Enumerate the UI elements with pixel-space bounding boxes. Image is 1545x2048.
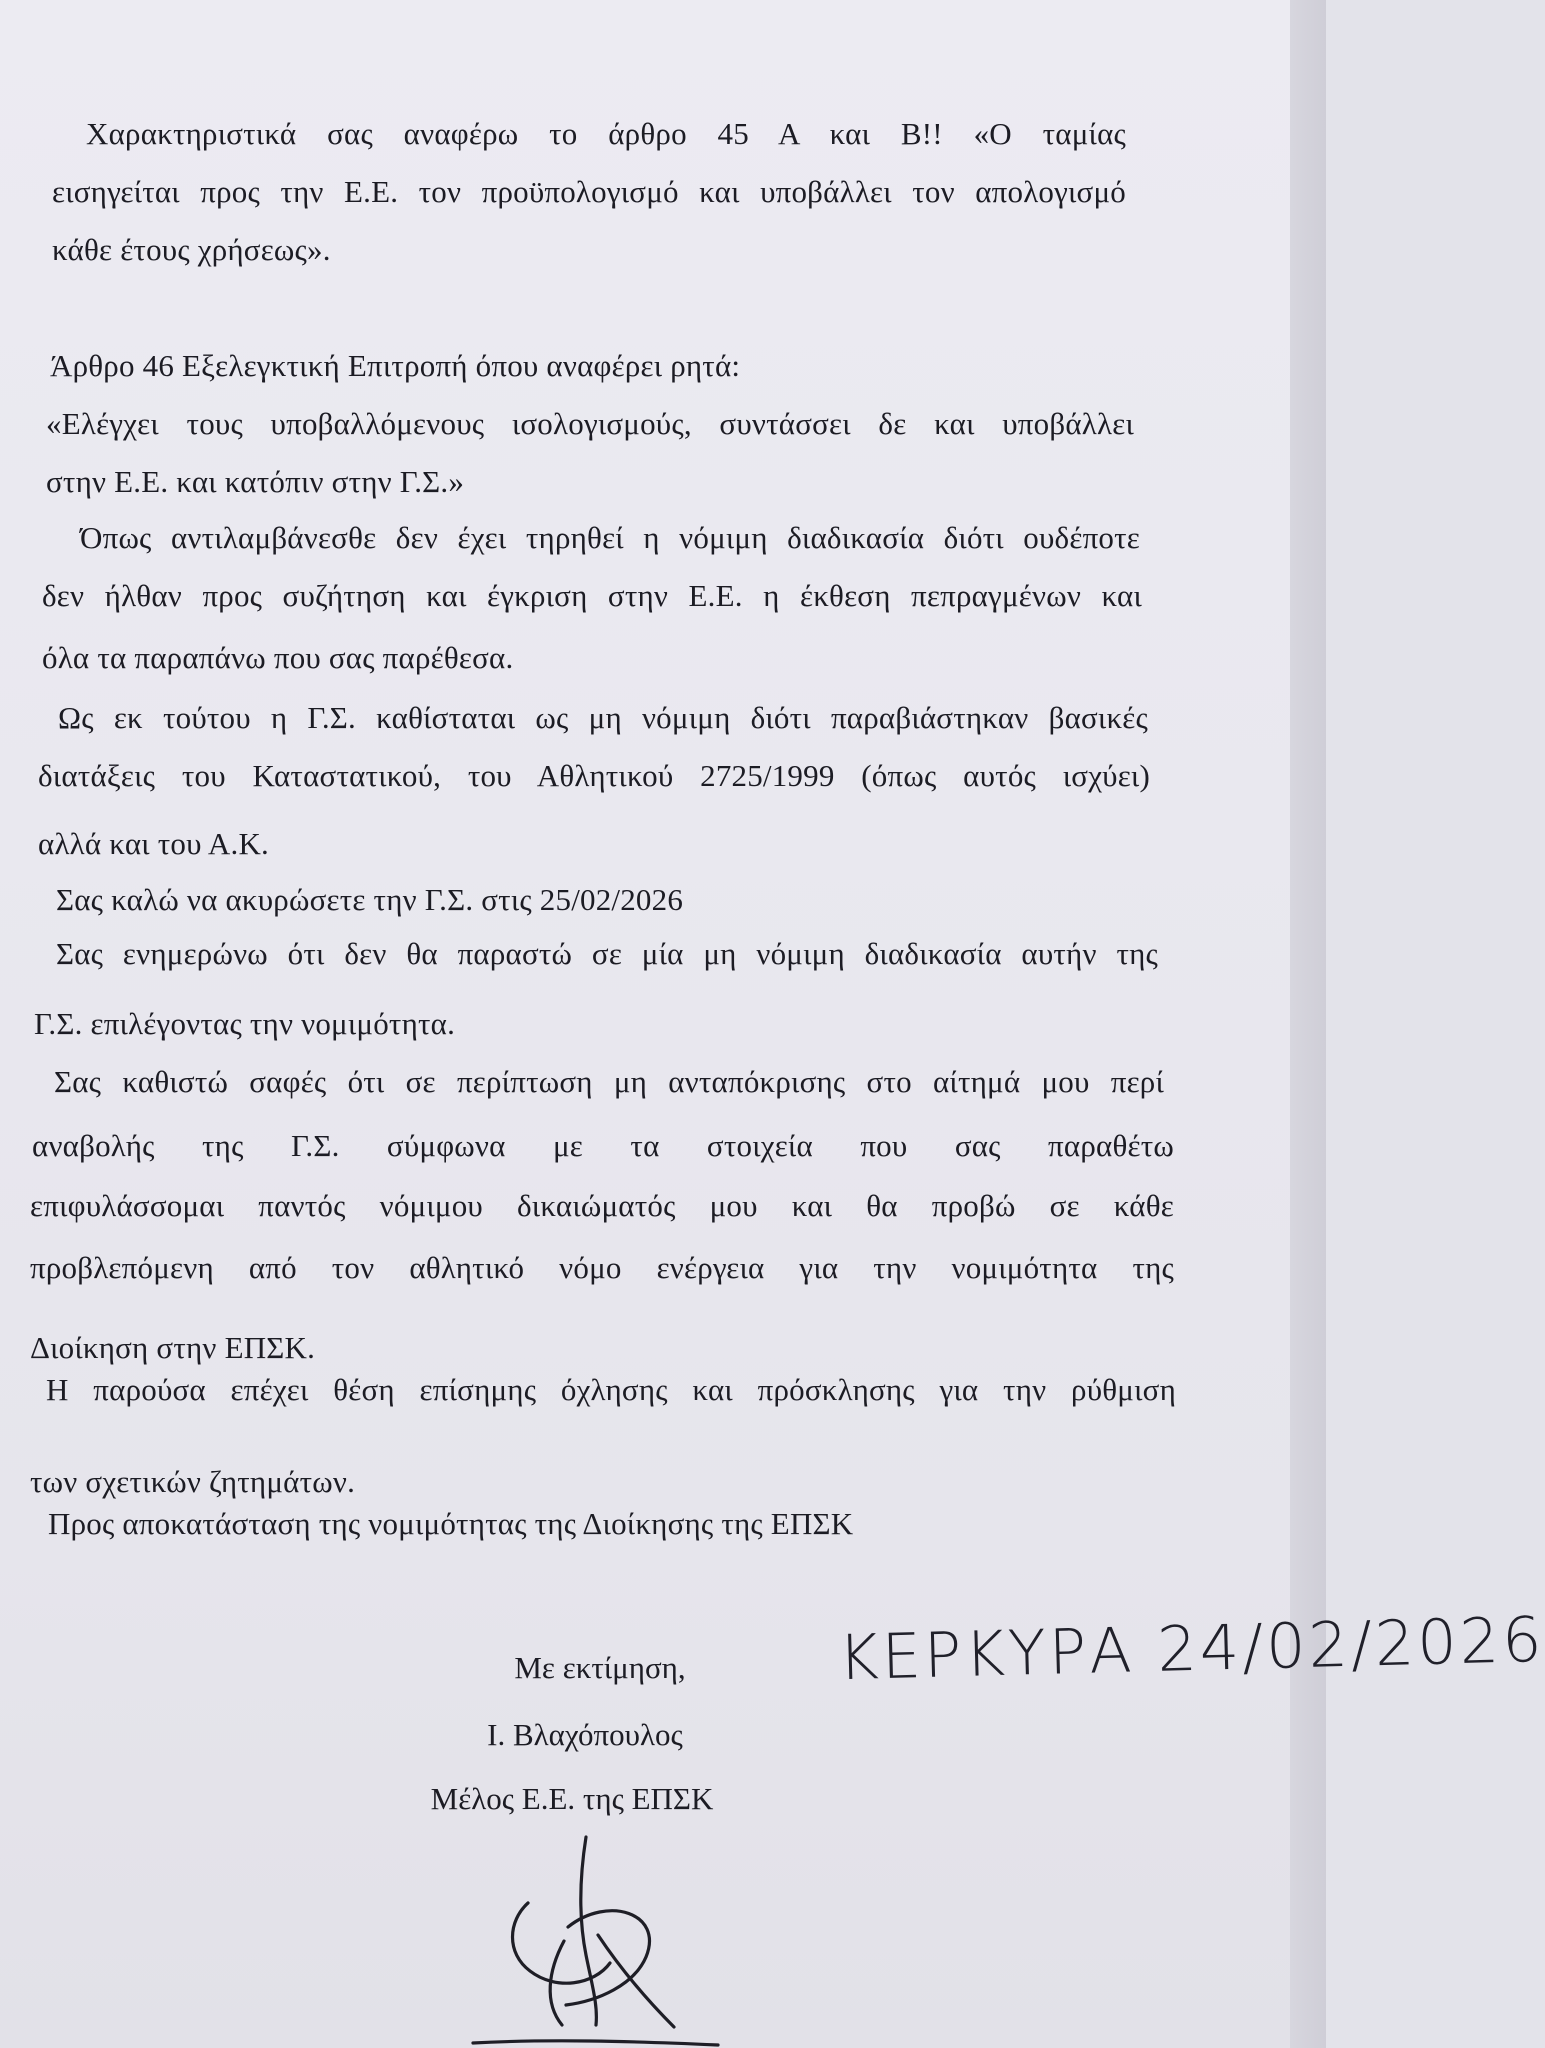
signature-mark	[468, 1835, 738, 2048]
letter-line: επιφυλάσσομαι παντός νόμιμου δικαιώματός μου και θα προβώ σε κάθε	[30, 1188, 1174, 1223]
letter-line: Γ.Σ. επιλέγοντας την νομιμότητα.	[34, 1006, 456, 1041]
letter-line: Προς αποκατάσταση της νομιμότητας της Διοίκησης της ΕΠΣΚ	[48, 1506, 854, 1541]
letter-line: Σας καθιστώ σαφές ότι σε περίπτωση μη ανταπόκρισης στο αίτημά μου περί	[54, 1064, 1164, 1099]
closing-greeting: Με εκτίμηση,	[514, 1650, 686, 1685]
letter-line: αλλά και του Α.Κ.	[38, 826, 269, 861]
letter-line: δεν ήλθαν προς συζήτηση και έγκριση στην Ε.Ε. η έκθεση πεπραγμένων και	[42, 578, 1142, 613]
letter-line: αναβολής της Γ.Σ. σύμφωνα με τα στοιχεία που σας παραθέτω	[32, 1128, 1174, 1163]
letter-line: των σχετικών ζητημάτων.	[30, 1464, 356, 1499]
signatory-role: Μέλος Ε.Ε. της ΕΠΣΚ	[430, 1781, 714, 1816]
page-edge	[1290, 0, 1326, 2048]
letter-line: προβλεπόμενη από τον αθλητικό νόμο ενέργεια για την νομιμότητα της	[30, 1250, 1174, 1285]
letter-line: Η παρούσα επέχει θέση επίσημης όχλησης και πρόσκλησης για την ρύθμιση	[46, 1372, 1176, 1407]
letter-line: κάθε έτους χρήσεως».	[52, 232, 331, 267]
letter-line: Άρθρο 46 Εξελεγκτική Επιτροπή όπου αναφέρει ρητά:	[50, 348, 741, 383]
signatory-name: Ι. Βλαχόπουλος	[487, 1717, 683, 1752]
letter-line: διατάξεις του Καταστατικού, του Αθλητικού 2725/1999 (όπως αυτός ισχύει)	[38, 758, 1150, 793]
letter-line: Σας ενημερώνω ότι δεν θα παραστώ σε μία μη νόμιμη διαδικασία αυτήν της	[56, 936, 1158, 971]
letter-line: εισηγείται προς την Ε.Ε. τον προϋπολογισμό και υποβάλλει τον απολογισμό	[52, 174, 1126, 209]
letter-line: Διοίκηση στην ΕΠΣΚ.	[30, 1330, 316, 1365]
letter-line: Χαρακτηριστικά σας αναφέρω το άρθρο 45 Α και Β!! «Ο ταμίας	[86, 116, 1126, 151]
letter-line: Ως εκ τούτου η Γ.Σ. καθίσταται ως μη νόμιμη διότι παραβιάστηκαν βασικές	[58, 700, 1148, 735]
letter-line: Όπως αντιλαμβάνεσθε δεν έχει τηρηθεί η νόμιμη διαδικασία διότι ουδέποτε	[80, 520, 1140, 555]
letter-line: στην Ε.Ε. και κατόπιν στην Γ.Σ.»	[46, 464, 465, 499]
letter-line: «Ελέγχει τους υποβαλλόμενους ισολογισμούς, συντάσσει δε και υποβάλλει	[46, 406, 1134, 441]
letter-line: όλα τα παραπάνω που σας παρέθεσα.	[42, 640, 514, 675]
handwritten-place-date: ΚΕΡΚΥΡΑ 24/02/2026	[837, 1602, 1545, 1695]
letter-line: Σας καλώ να ακυρώσετε την Γ.Σ. στις 25/02/2026	[56, 882, 684, 917]
